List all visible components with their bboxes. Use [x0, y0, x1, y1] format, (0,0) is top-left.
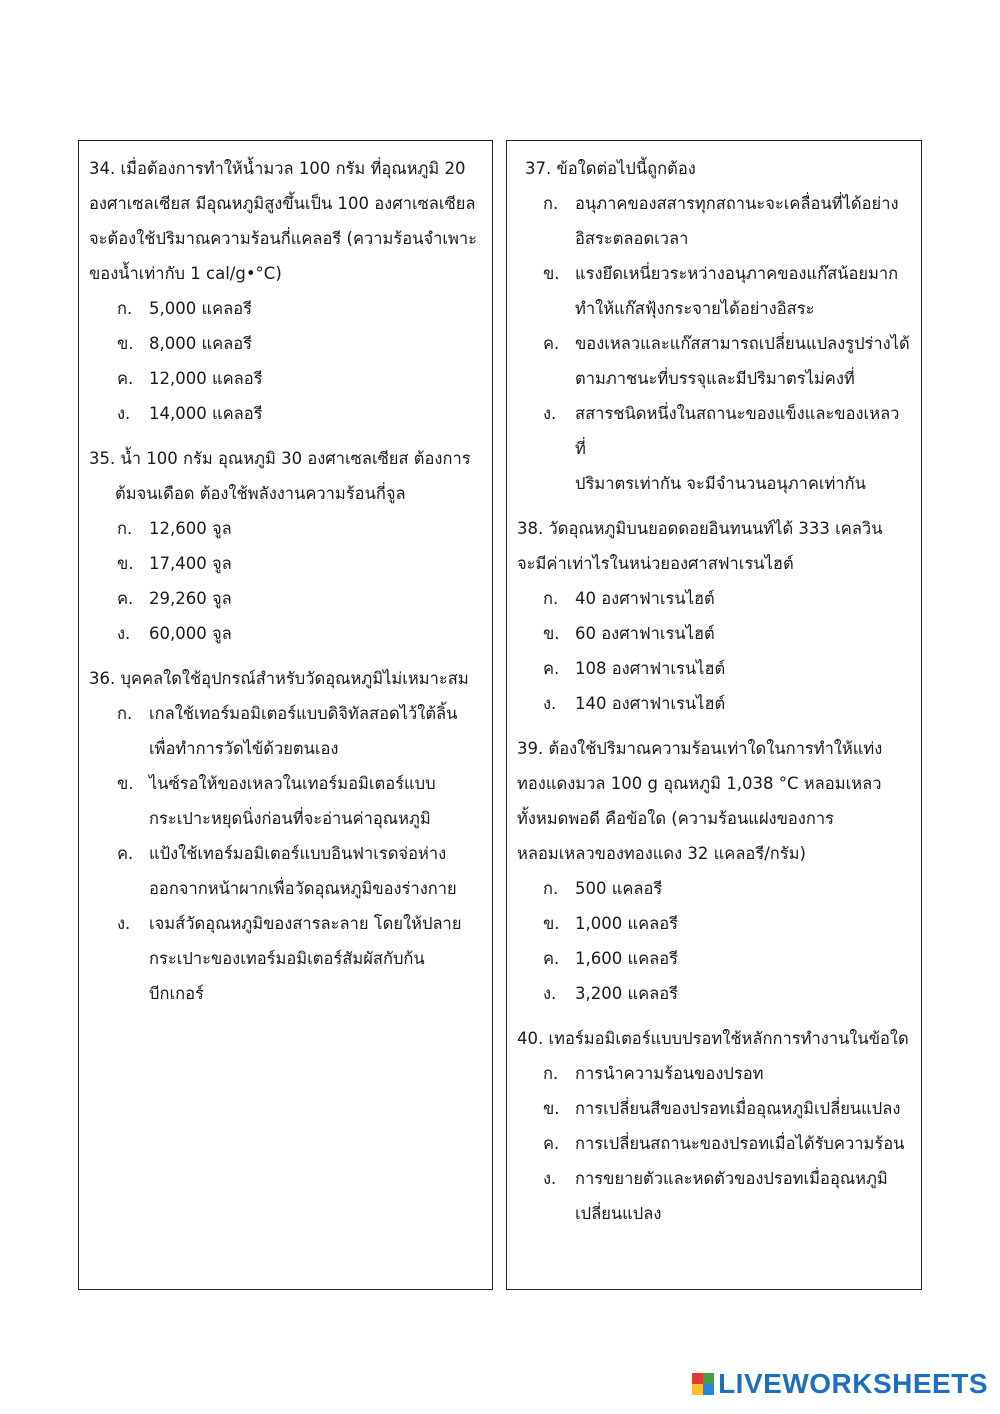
option-marker: ข. — [543, 624, 560, 643]
question-36 — [89, 661, 482, 1011]
option-text: 29,260 จูล — [149, 589, 232, 608]
option-marker: ข. — [117, 774, 134, 793]
option-text: 8,000 แคลอรี — [149, 334, 253, 353]
option-marker: ง. — [117, 404, 131, 423]
question-35 — [89, 441, 482, 651]
liveworksheets-logo-icon — [692, 1373, 714, 1395]
option-36-b[interactable] — [89, 766, 482, 836]
option-marker: ค. — [117, 844, 134, 863]
liveworksheets-logo-text: LIVEWORKSHEETS — [718, 1368, 988, 1399]
option-38-a[interactable] — [517, 581, 911, 616]
option-line: แรงยึดเหนี่ยวระหว่างอนุภาคของแก๊สน้อยมาก — [575, 264, 899, 283]
option-marker: ง. — [543, 404, 557, 423]
option-39-b[interactable] — [517, 906, 911, 941]
option-line: เปลี่ยนแปลง — [575, 1204, 662, 1223]
option-text: 60,000 จูล — [149, 624, 232, 643]
option-marker: ข. — [117, 554, 134, 573]
stem-line: ทั้งหมดพอดี คือข้อใด (ความร้อนแฝงของการ — [517, 809, 834, 828]
option-34-d[interactable] — [89, 396, 482, 431]
option-marker: ง. — [543, 1169, 557, 1188]
question-39-stem — [517, 731, 911, 871]
option-marker: ก. — [543, 1064, 559, 1083]
option-36-c[interactable] — [89, 836, 482, 906]
stem-line: 36. บุคคลใดใช้อุปกรณ์สำหรับวัดอุณหภูมิไม่เหมาะสม — [89, 669, 469, 688]
option-marker: ก. — [117, 299, 133, 318]
option-marker: ค. — [117, 369, 134, 388]
option-marker: ก. — [117, 519, 133, 538]
option-text — [575, 256, 911, 326]
option-line: แป้งใช้เทอร์มอมิเตอร์แบบอินฟาเรดจ่อห่าง — [149, 844, 447, 863]
option-marker: ข. — [543, 1099, 560, 1118]
option-marker: ค. — [543, 334, 560, 353]
stem-line: 34. เมื่อต้องการทำให้น้ำมวล 100 กรัม ที่อุณหภูมิ 20 — [89, 159, 466, 178]
option-text — [575, 186, 911, 256]
option-line: บีกเกอร์ — [149, 984, 204, 1003]
right-question-column — [506, 140, 922, 1290]
stem-line: จะต้องใช้ปริมาณความร้อนกี่แคลอรี (ความร้อนจำเพาะ — [89, 229, 478, 248]
stem-line: ทองแดงมวล 100 g อุณหภูมิ 1,038 °C หลอมเหลว — [517, 774, 882, 793]
option-text: การเปลี่ยนสถานะของปรอทเมื่อได้รับความร้อน — [575, 1134, 905, 1153]
question-36-stem — [89, 661, 482, 696]
option-line: เจมส์วัดอุณหภูมิของสารละลาย โดยให้ปลาย — [149, 914, 462, 933]
option-marker: ข. — [543, 914, 560, 933]
option-line: เพื่อทำการวัดไข้ด้วยตนเอง — [149, 739, 339, 758]
question-39 — [517, 731, 911, 1011]
option-text: 1,600 แคลอรี — [575, 949, 679, 968]
stem-line: 38. วัดอุณหภูมิบนยอดดอยอินทนนท์ได้ 333 เคลวิน — [517, 519, 883, 538]
option-marker: ก. — [543, 879, 559, 898]
option-marker: ข. — [117, 334, 134, 353]
option-37-b[interactable] — [517, 256, 911, 326]
option-40-d[interactable] — [517, 1161, 911, 1231]
option-35-d[interactable] — [89, 616, 482, 651]
option-text: 14,000 แคลอรี — [149, 404, 263, 423]
option-text: การเปลี่ยนสีของปรอทเมื่ออุณหภูมิเปลี่ยนแปลง — [575, 1099, 901, 1118]
stem-line: จะมีค่าเท่าไรในหน่วยองศาสฟาเรนไฮต์ — [517, 554, 794, 573]
option-text: 60 องศาฟาเรนไฮต์ — [575, 624, 715, 643]
question-40-stem — [517, 1021, 911, 1056]
stem-line: 40. เทอร์มอมิเตอร์แบบปรอทใช้หลักการทำงานในข้อใด — [517, 1029, 909, 1048]
option-marker: ง. — [117, 914, 131, 933]
option-text — [575, 396, 911, 501]
option-34-b[interactable] — [89, 326, 482, 361]
option-text: 3,200 แคลอรี — [575, 984, 679, 1003]
option-37-d[interactable] — [517, 396, 911, 501]
option-38-d[interactable] — [517, 686, 911, 721]
option-text: 40 องศาฟาเรนไฮต์ — [575, 589, 715, 608]
option-line: เกลใช้เทอร์มอมิเตอร์แบบดิจิทัลสอดไว้ใต้ลิ้น — [149, 704, 458, 723]
option-40-c[interactable] — [517, 1126, 911, 1161]
option-39-c[interactable] — [517, 941, 911, 976]
option-line: กระเปาะของเทอร์มอมิเตอร์สัมผัสกับก้น — [149, 949, 425, 968]
option-marker: ง. — [543, 984, 557, 1003]
question-37 — [517, 151, 911, 501]
option-line: สสารชนิดหนึ่งในสถานะของแข็งและของเหลว ที่ — [575, 404, 900, 458]
option-text — [149, 766, 482, 836]
option-line: ทำให้แก๊สฟุ้งกระจายได้อย่างอิสระ — [575, 299, 815, 318]
option-line: อนุภาคของสสารทุกสถานะจะเคลื่อนที่ได้อย่าง — [575, 194, 899, 213]
option-text: 12,600 จูล — [149, 519, 232, 538]
option-35-c[interactable] — [89, 581, 482, 616]
stem-line: 39. ต้องใช้ปริมาณความร้อนเท่าใดในการทำให้แท่ง — [517, 739, 883, 758]
left-question-column — [78, 140, 493, 1290]
option-40-a[interactable] — [517, 1056, 911, 1091]
option-37-c[interactable] — [517, 326, 911, 396]
stem-line: ต้มจนเดือด ต้องใช้พลังงานความร้อนกี่จูล — [115, 484, 406, 503]
question-35-stem — [89, 441, 482, 511]
option-marker: ข. — [543, 264, 560, 283]
liveworksheets-logo — [692, 1368, 988, 1400]
option-line: ของเหลวและแก๊สสามารถเปลี่ยนแปลงรูปร่างได้ — [575, 334, 910, 353]
option-text — [575, 326, 911, 396]
option-36-d[interactable] — [89, 906, 482, 1011]
option-39-d[interactable] — [517, 976, 911, 1011]
option-line: ไนซ์รอให้ของเหลวในเทอร์มอมิเตอร์แบบ — [149, 774, 436, 793]
option-text: 12,000 แคลอรี — [149, 369, 263, 388]
option-marker: ก. — [543, 589, 559, 608]
option-marker: ก. — [117, 704, 133, 723]
option-line: ออกจากหน้าผากเพื่อวัดอุณหภูมิของร่างกาย — [149, 879, 457, 898]
option-text — [149, 696, 482, 766]
option-text: การนำความร้อนของปรอท — [575, 1064, 764, 1083]
option-line: ตามภาชนะที่บรรจุและมีปริมาตรไม่คงที่ — [575, 369, 855, 388]
option-line: การขยายตัวและหดตัวของปรอทเมื่ออุณหภูมิ — [575, 1169, 888, 1188]
option-35-a[interactable] — [89, 511, 482, 546]
option-marker: ค. — [117, 589, 134, 608]
option-marker: ค. — [543, 1134, 560, 1153]
option-39-a[interactable] — [517, 871, 911, 906]
option-marker: ง. — [543, 694, 557, 713]
option-line: อิสระตลอดเวลา — [575, 229, 689, 248]
option-marker: ค. — [543, 949, 560, 968]
option-text — [149, 906, 482, 1011]
option-marker: ง. — [117, 624, 131, 643]
option-36-a[interactable] — [89, 696, 482, 766]
question-38 — [517, 511, 911, 721]
option-marker: ค. — [543, 659, 560, 678]
question-37-stem — [517, 151, 911, 186]
stem-line: 35. น้ำ 100 กรัม อุณหภูมิ 30 องศาเซลเซียส ต้องการ — [89, 449, 471, 468]
option-35-b[interactable] — [89, 546, 482, 581]
option-text — [575, 1161, 911, 1231]
option-38-b[interactable] — [517, 616, 911, 651]
option-38-c[interactable] — [517, 651, 911, 686]
option-text: 5,000 แคลอรี — [149, 299, 253, 318]
option-34-c[interactable] — [89, 361, 482, 396]
option-text — [149, 836, 482, 906]
option-text: 108 องศาฟาเรนไฮต์ — [575, 659, 726, 678]
option-marker: ก. — [543, 194, 559, 213]
stem-line: 37. ข้อใดต่อไปนี้ถูกต้อง — [525, 159, 696, 178]
option-line: ปริมาตรเท่ากัน จะมีจำนวนอนุภาคเท่ากัน — [575, 474, 866, 493]
option-text: 1,000 แคลอรี — [575, 914, 679, 933]
stem-line: หลอมเหลวของทองแดง 32 แคลอรี/กรัม) — [517, 844, 806, 863]
option-40-b[interactable] — [517, 1091, 911, 1126]
option-37-a[interactable] — [517, 186, 911, 256]
option-text: 17,400 จูล — [149, 554, 232, 573]
option-34-a[interactable] — [89, 291, 482, 326]
question-34-stem — [89, 151, 482, 291]
option-text: 140 องศาฟาเรนไฮต์ — [575, 694, 726, 713]
option-text: 500 แคลอรี — [575, 879, 663, 898]
option-line: กระเปาะหยุดนิ่งก่อนที่จะอ่านค่าอุณหภูมิ — [149, 809, 431, 828]
question-40 — [517, 1021, 911, 1231]
stem-line: ของน้ำเท่ากับ 1 cal/g•°C) — [89, 264, 282, 283]
question-34 — [89, 151, 482, 431]
stem-line: องศาเซลเซียส มีอุณหภูมิสูงขึ้นเป็น 100 องศาเซลเซียล — [89, 194, 476, 213]
question-38-stem — [517, 511, 911, 581]
